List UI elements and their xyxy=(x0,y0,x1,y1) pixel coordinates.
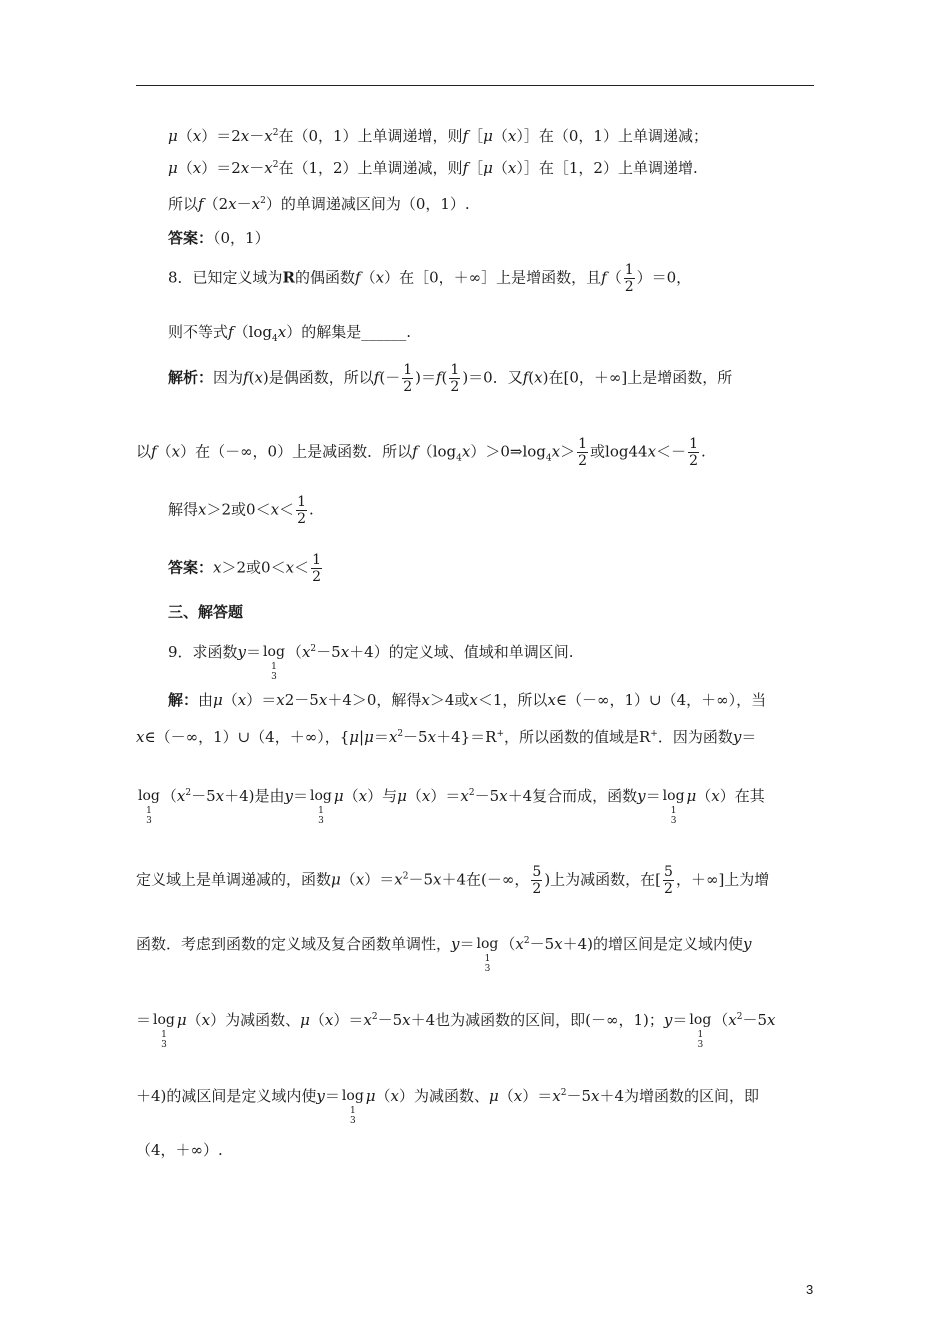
text-line: $\mu(x)=2x-x^2$在（1，2）上单调递减，则f［μ（x）］在［1，2）上单调递增. xyxy=(168,159,698,177)
answer-text-line: 函数．考虑到函数的定义域及复合函数单调性，y＝ log 1 3 $(x^2-5x+4)$的增区间是定义域内使y xyxy=(136,935,752,974)
log-expression: log 1 3 xyxy=(310,788,332,826)
log-expression: log 1 3 xyxy=(263,644,285,682)
answer-text-line: log 1 3 $(x^2-5x+4)$是由y＝ log 1 3 μ（x）与$\mu(x)=x^2-5x+4$复合而成，函数y＝ log 1 3 μ（x）在其 xyxy=(138,787,765,826)
fraction: $\frac{1}{2}$ xyxy=(578,436,588,469)
fraction: $\frac{1}{2}$ xyxy=(624,262,634,295)
fraction: $\frac{5}{2}$ xyxy=(664,864,673,897)
log-expression: log 1 3 xyxy=(689,1012,712,1050)
answer-line: 答案：（0，1） xyxy=(168,229,270,247)
fraction: $\frac{1}{2}$ xyxy=(689,436,698,469)
fraction: $\frac{1}{2}$ xyxy=(450,362,460,395)
fraction: $\frac{1}{2}$ xyxy=(312,552,321,585)
fraction: $\frac{1}{2}$ xyxy=(297,494,306,527)
answer-text-line: x∈（－∞，1）∪（4，＋∞），$\{\mu|\mu=x^2-5x+4\}=R^+$，所以函数的值域是R+．因为函数y＝ xyxy=(136,728,757,746)
answer-text-line: ＋4)的减区间是定义域内使y＝ log 1 3 μ（x）为减函数、$\mu(x)=x^2-5x+4$为增函数的区间，即 xyxy=(136,1087,760,1126)
question-8-line2: 则不等式$f(\log_4x)$的解集是______. xyxy=(168,323,412,344)
fraction: $\frac{5}{2}$ xyxy=(532,864,542,897)
header-rule xyxy=(136,85,814,86)
answer-text-line: 定义域上是单调递减的，函数$\mu(x)=x^2-5x+4$在(－∞， $\frac{5}{2}$ )上为减函数，在[ $\frac{5}{2}$ ，＋∞]上为增 xyxy=(136,864,770,897)
answer-text-line: 解：由μ（x）＝x2－5x＋4＞0，解得x＞4或x＜1，所以x∈（－∞，1）∪（4，＋∞），当 xyxy=(168,691,767,709)
log-expression: log 1 3 xyxy=(476,936,499,974)
answer-text-line: （4，＋∞）. xyxy=(136,1141,223,1159)
question-8: 8．已知定义域为R的偶函数f（x）在［0，＋∞］上是增函数，且f（ $\frac{1}{2}$ ）＝0， xyxy=(168,262,692,295)
answer-text-line: ＝ log 1 3 μ（x）为减函数、$\mu(x)=x^2-5x+4$也为减函数的区间，即(－∞，1)；y＝ log 1 3 （$x^2-5x$ xyxy=(136,1011,776,1050)
solution-line: 以f（x）在（－∞，0）上是减函数．所以$f(\log_4x)>0\Rightarrow\log_4x>$ $\frac{1}{2}$ 或log44x＜－ $\frac{1}{2}$ . xyxy=(136,436,706,469)
question-9: 9．求函数y＝ log 1 3 $(x^2-5x+4)$的定义域、值域和单调区间. xyxy=(168,643,574,682)
log-expression: log 1 3 xyxy=(153,1012,175,1050)
log-expression: log 1 3 xyxy=(138,788,160,826)
solution-line: 解析：因为f(x)是偶函数，所以f(－ $\frac{1}{2}$ )＝f( $\frac{1}{2}$ )＝0．又f(x)在[0，＋∞]上是增函数，所 xyxy=(168,362,733,395)
page-number: 3 xyxy=(806,1282,814,1297)
fraction: $\frac{1}{2}$ xyxy=(403,362,413,395)
log-expression: log 1 3 xyxy=(662,788,685,826)
text-line: $\mu(x)=2x-x^2$在（0，1）上单调递增，则f［μ（x）］在（0，1）上单调递减； xyxy=(168,127,708,145)
log-expression: log 1 3 xyxy=(341,1088,364,1126)
text-line: 所以$f(2x-x^2)$的单调递减区间为（0，1）. xyxy=(168,195,470,213)
solution-line: 解得x＞2或0＜x＜ $\frac{1}{2}$ . xyxy=(168,494,314,527)
section-heading: 三、解答题 xyxy=(168,603,244,621)
answer-line: 答案：x＞2或0＜x＜ $\frac{1}{2}$ xyxy=(168,552,321,585)
